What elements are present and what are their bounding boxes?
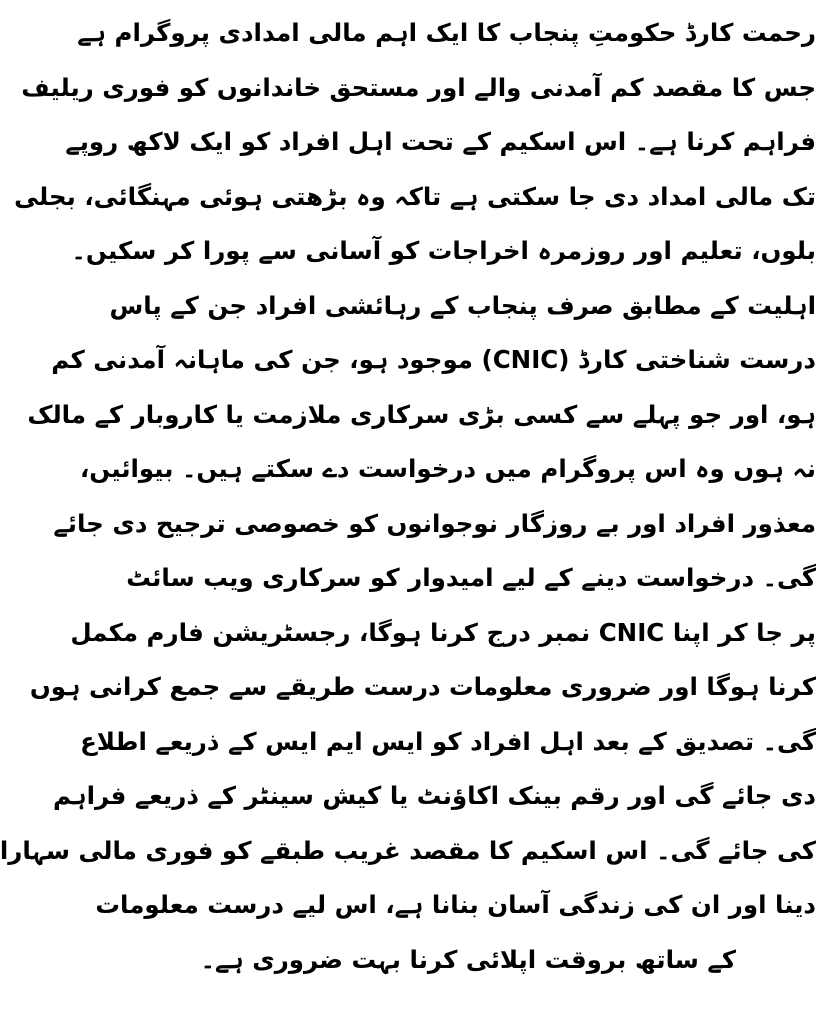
paragraph-line-8: ہو، اور جو پہلے سے کسی بڑی سرکاری ملازمت یا کاروبار کے مالک	[27, 399, 816, 429]
paragraph-line-3: فراہم کرنا ہے۔ اس اسکیم کے تحت اہل افراد کو ایک لاکھ روپے	[65, 127, 816, 156]
paragraph-line-12: پر جا کر اپنا CNIC نمبر درج کرنا ہوگا، رجسٹریشن فارم مکمل	[70, 617, 816, 647]
paragraph-line-6: اہلیت کے مطابق صرف پنجاب کے رہائشی افراد جن کے پاس	[109, 290, 816, 320]
paragraph-line-10: معذور افراد اور بے روزگار نوجوانوں کو خصوصی ترجیح دی جائے	[53, 508, 816, 538]
paragraph-line-15: دی جائے گی اور رقم بینک اکاؤنٹ یا کیش سینٹر کے ذریعے فراہم	[53, 781, 816, 810]
paragraph-line-9: نہ ہوں وہ اس پروگرام میں درخواست دے سکتے ہیں۔ بیوائیں،	[79, 454, 816, 483]
paragraph-line-5: بلوں، تعلیم اور روزمرہ اخراجات کو آسانی سے پورا کر سکیں۔	[71, 236, 816, 265]
paragraph-line-16: کی جائے گی۔ اس اسکیم کا مقصد غریب طبقے کو فوری مالی سہارا	[0, 835, 816, 865]
paragraph-line-2: جس کا مقصد کم آمدنی والے اور مستحق خاندانوں کو فوری ریلیف	[21, 72, 816, 102]
paragraph-line-18: کے ساتھ بروقت اپلائی کرنا بہت ضروری ہے۔	[200, 944, 736, 974]
paragraph-line-14: گی۔ تصدیق کے بعد اہل افراد کو ایس ایم ایس کے ذریعے اطلاع	[80, 726, 816, 756]
paragraph-line-17: دینا اور ان کی زندگی آسان بنانا ہے، اس لیے درست معلومات	[95, 890, 816, 919]
paragraph-line-11: گی۔ درخواست دینے کے لیے امیدوار کو سرکاری ویب سائٹ	[126, 563, 816, 592]
paragraph-line-4: تک مالی امداد دی جا سکتی ہے تاکہ وہ بڑھتی ہوئی مہنگائی، بجلی	[14, 181, 816, 211]
paragraph-line-7: درست شناختی کارڈ (CNIC) موجود ہو، جن کی ماہانہ آمدنی کم	[51, 345, 816, 374]
paragraph-line-13: کرنا ہوگا اور ضروری معلومات درست طریقے سے جمع کرانی ہوں	[29, 672, 816, 701]
paragraph-line-1: رحمت کارڈ حکومتِ پنجاب کا ایک اہم مالی امدادی پروگرام ہے	[77, 18, 816, 47]
